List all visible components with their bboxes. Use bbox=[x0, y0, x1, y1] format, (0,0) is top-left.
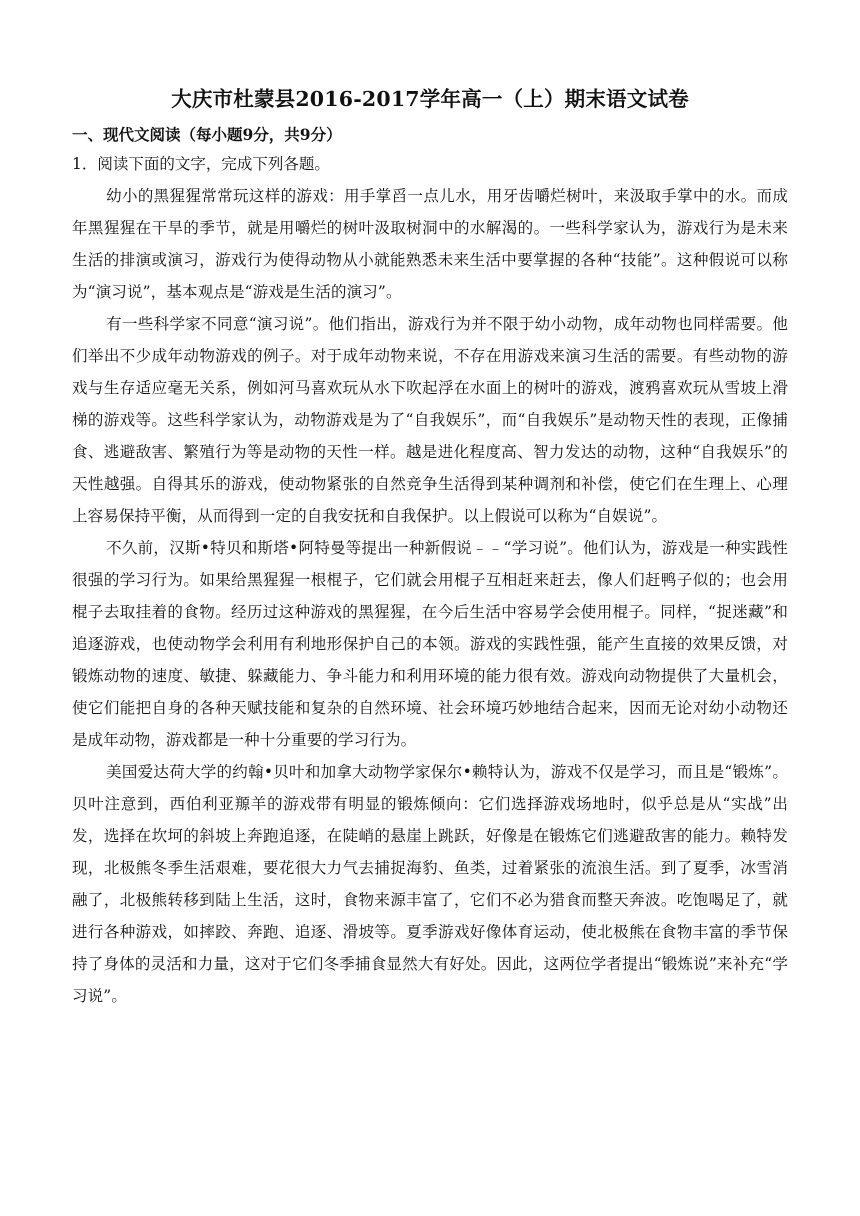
section-heading: 一、现代文阅读（每小题9分，共9分） bbox=[72, 125, 342, 144]
passage-paragraph-1: 幼小的黑猩猩常常玩这样的游戏：用手掌舀一点儿水，用牙齿嚼烂树叶，来汲取手掌中的水。而成年黑猩猩在干旱的季节，就是用嚼烂的树叶汲取树洞中的水解渴的。一些科学家认为，游戏行为是未来生活的排演或演习，游戏行为使得动物从小就能熟悉未来生活中要掌握的各种“技能”。这种假说可以称为“演习说”，基本观点是“游戏是生活的演习”。 bbox=[72, 187, 788, 301]
question-label: 1．阅读下面的文字，完成下列各题。 bbox=[72, 155, 330, 173]
exam-title: 大庆市杜蒙县2016-2017学年高一（上）期末语文试卷 bbox=[171, 87, 689, 111]
passage-paragraph-2: 有一些科学家不同意“演习说”。他们指出，游戏行为并不限于幼小动物，成年动物也同样需要。他们举出不少成年动物游戏的例子。对于成年动物来说，不存在用游戏来演习生活的需要。有些动物的游戏与生存适应毫无关系，例如河马喜欢玩从水下吹起浮在水面上的树叶的游戏，渡鸦喜欢玩从雪坡上滑梯的游戏等。这些科学家认为，动物游戏是为了“自我娱乐”，而“自我娱乐”是动物天性的表现，正像捕食、逃避敌害、繁殖行为等是动物的天性一样。越是进化程度高、智力发达的动物，这种“自我娱乐”的天性越强。自得其乐的游戏，使动物紧张的自然竞争生活得到某种调剂和补偿，使它们在生理上、心理上容易保持平衡，从而得到一定的自我安抚和自我保护。以上假说可以称为“自娱说”。 bbox=[72, 315, 788, 525]
passage-paragraph-4: 美国爱达荷大学的约翰•贝叶和加拿大动物学家保尔•赖特认为，游戏不仅是学习，而且是“锻炼”。贝叶注意到，西伯利亚羱羊的游戏带有明显的锻炼倾向：它们选择游戏场地时，似乎总是从“实战”出发，选择在坎坷的斜坡上奔跑追逐，在陡峭的悬崖上跳跃，好像是在锻炼它们逃避敌害的能力。赖特发现，北极熊冬季生活艰难，要花很大力气去捕捉海豹、鱼类，过着紧张的流浪生活。到了夏季，冰雪消融了，北极熊转移到陆上生活，这时，食物来源丰富了，它们不必为猎食而整天奔波。吃饱喝足了，就进行各种游戏，如摔跤、奔跑、追逐、滑坡等。夏季游戏好像体育运动，使北极熊在食物丰富的季节保持了身体的灵活和力量，这对于它们冬季捕食显然大有好处。因此，这两位学者提出“锻炼说”来补充“学习说”。 bbox=[72, 763, 788, 1005]
passage-paragraph-3: 不久前，汉斯•特贝和斯塔•阿特曼等提出一种新假说﹣﹣“学习说”。他们认为，游戏是一种实践性很强的学习行为。如果给黑猩猩一根棍子，它们就会用棍子互相赶来赶去，像人们赶鸭子似的；也会用棍子去取挂着的食物。经历过这种游戏的黑猩猩，在今后生活中容易学会使用棍子。同样，“捉迷藏”和追逐游戏，也使动物学会利用有利地形保护自己的本领。游戏的实践性强，能产生直接的效果反馈，对锻炼动物的速度、敏捷、躲藏能力、争斗能力和利用环境的能力很有效。游戏向动物提供了大量机会，使它们能把自身的各种天赋技能和复杂的自然环境、社会环境巧妙地结合起来，因而无论对幼小动物还是成年动物，游戏都是一种十分重要的学习行为。 bbox=[72, 539, 788, 749]
